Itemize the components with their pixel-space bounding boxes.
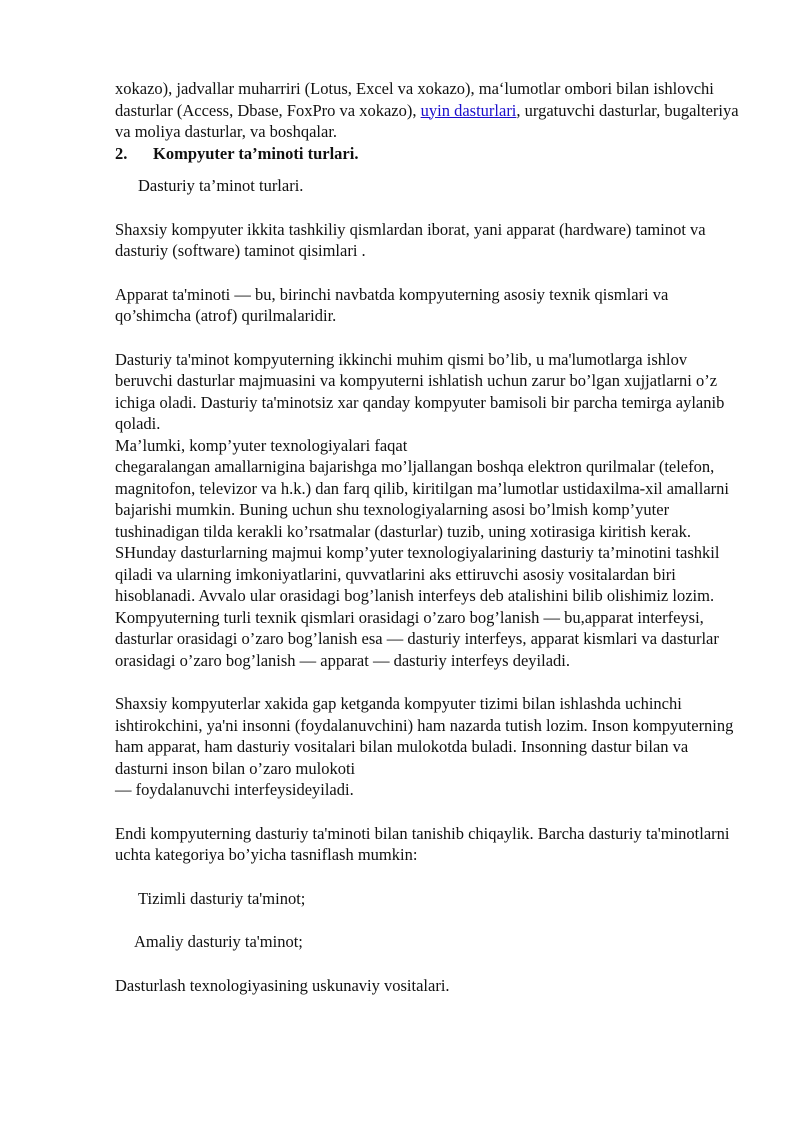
paragraph-apparat-taminoti: Apparat ta'minoti — bu, birinchi navbatda kompyuterning asosiy texnik qismlari va qo’shimcha (atrof) qurilmalaridir. xyxy=(115,284,669,325)
paragraph-malumki-body: chegaralangan amallarnigina bajarishga mo’ljallangan boshqa elektron qurilmalar (telefon, magnitofon, televizor va h.k.) dan farq qilib, kiritilgan ma’lumotlar ustidaxilma-xil amallarni bajarishi mumkin. Buning uchun shu texnologiyalarning asosi bo’lmish komp’yuter tushinadigan tilda kerakli ko’rsatmalar (dasturlar) tuzib, uning xotirasiga kiritish kerak. SHunday dasturlarning majmui komp’yuter texnologiyalarining dasturiy ta’minotini tashkil qiladi va ularning imkoniyatlarini, quvvatlarini aks ettiruvchi asosiy vositalardan biri hisoblanadi. Avvalo ular orasidagi bog’lanish interfeys deb atalishini bilib olishimiz lozim. Kompyuterning turli texnik qismlari orasidagi o’zaro bog’lanish — bu,apparat interfeysi, dasturlar orasidagi o’zaro bog’lanish esa — dasturiy interfeys, apparat kismlari va dasturlar orasidagi o’zaro bog’lanish — apparat — dasturiy interfeys deyiladi. xyxy=(115,457,729,670)
section-heading xyxy=(115,143,745,165)
document-body xyxy=(115,78,745,996)
uyin-dasturlari-link[interactable]: uyin dasturlari xyxy=(420,100,517,120)
list-item: Dasturlash texnologiyasining uskunaviy vositalari. xyxy=(115,975,450,995)
paragraph-malumki-line: Ma’lumki, komp’yuter texnologiyalari faqat xyxy=(115,435,408,455)
paragraph-shaxsiy-kompyuter: Shaxsiy kompyuter ikkita tashkiliy qismlardan iborat, yani apparat (hardware) taminot va dasturiy (software) taminot qisimlari . xyxy=(115,219,706,260)
paragraph-foydalanuvchi-interfeysi: — foydalanuvchi interfeysideyiladi. xyxy=(115,780,354,799)
paragraph-dasturiy-taminot: Dasturiy ta'minot kompyuterning ikkinchi muhim qismi bo’lib, u ma'lumotlarga ishlov beruvchi dasturlar majmuasini va kompyuterni ishlatish uchun zarur bo’lgan xujjatlarni o’z ichiga oladi. Dasturiy ta'minotsiz xar qanday kompyuter bamisoli bir parcha temirga aylanib qoladi. xyxy=(115,349,725,433)
paragraph-text: , urgatuvchi dasturlar, bugalteriya va moliya dasturlar, va boshqalar. xyxy=(115,100,739,141)
paragraph-endi-kompyuterning: Endi kompyuterning dasturiy ta'minoti bilan tanishib chiqaylik. Barcha dasturiy ta'minotlarni uchta kategoriya bo’yicha tasniflash mumkin: xyxy=(115,823,730,864)
list-item: Tizimli dasturiy ta'minot; xyxy=(138,888,306,908)
paragraph-shaxsiy-kompyuterlar: Shaxsiy kompyuterlar xakida gap ketganda kompyuter tizimi bilan ishlashda uchinchi ishtirokchini, ya'ni insonni (foydalanuvchini) ham nazarda tutish lozim. Inson kompyuterning ham apparat, ham dasturiy vositalari bilan mulokotda buladi. Insonning dastur bilan va dasturni inson bilan o’zaro mulokoti xyxy=(115,694,734,778)
paragraph-text: xokazo), jadvallar muharriri (Lotus, Excel va xokazo), ma‘lumotlar ombori bilan ishlovchi dasturlar (Access, Dbase, FoxPro va xokazo), xyxy=(115,79,714,120)
section-number: 2. xyxy=(115,143,128,163)
paragraph-continuation xyxy=(115,78,745,143)
subheading-dasturiy-taminot: Dasturiy ta’minot turlari. xyxy=(138,176,304,195)
section-title: Kompyuter ta’minoti turlari. xyxy=(153,143,359,163)
list-item: Amaliy dasturiy ta'minot; xyxy=(134,932,303,951)
